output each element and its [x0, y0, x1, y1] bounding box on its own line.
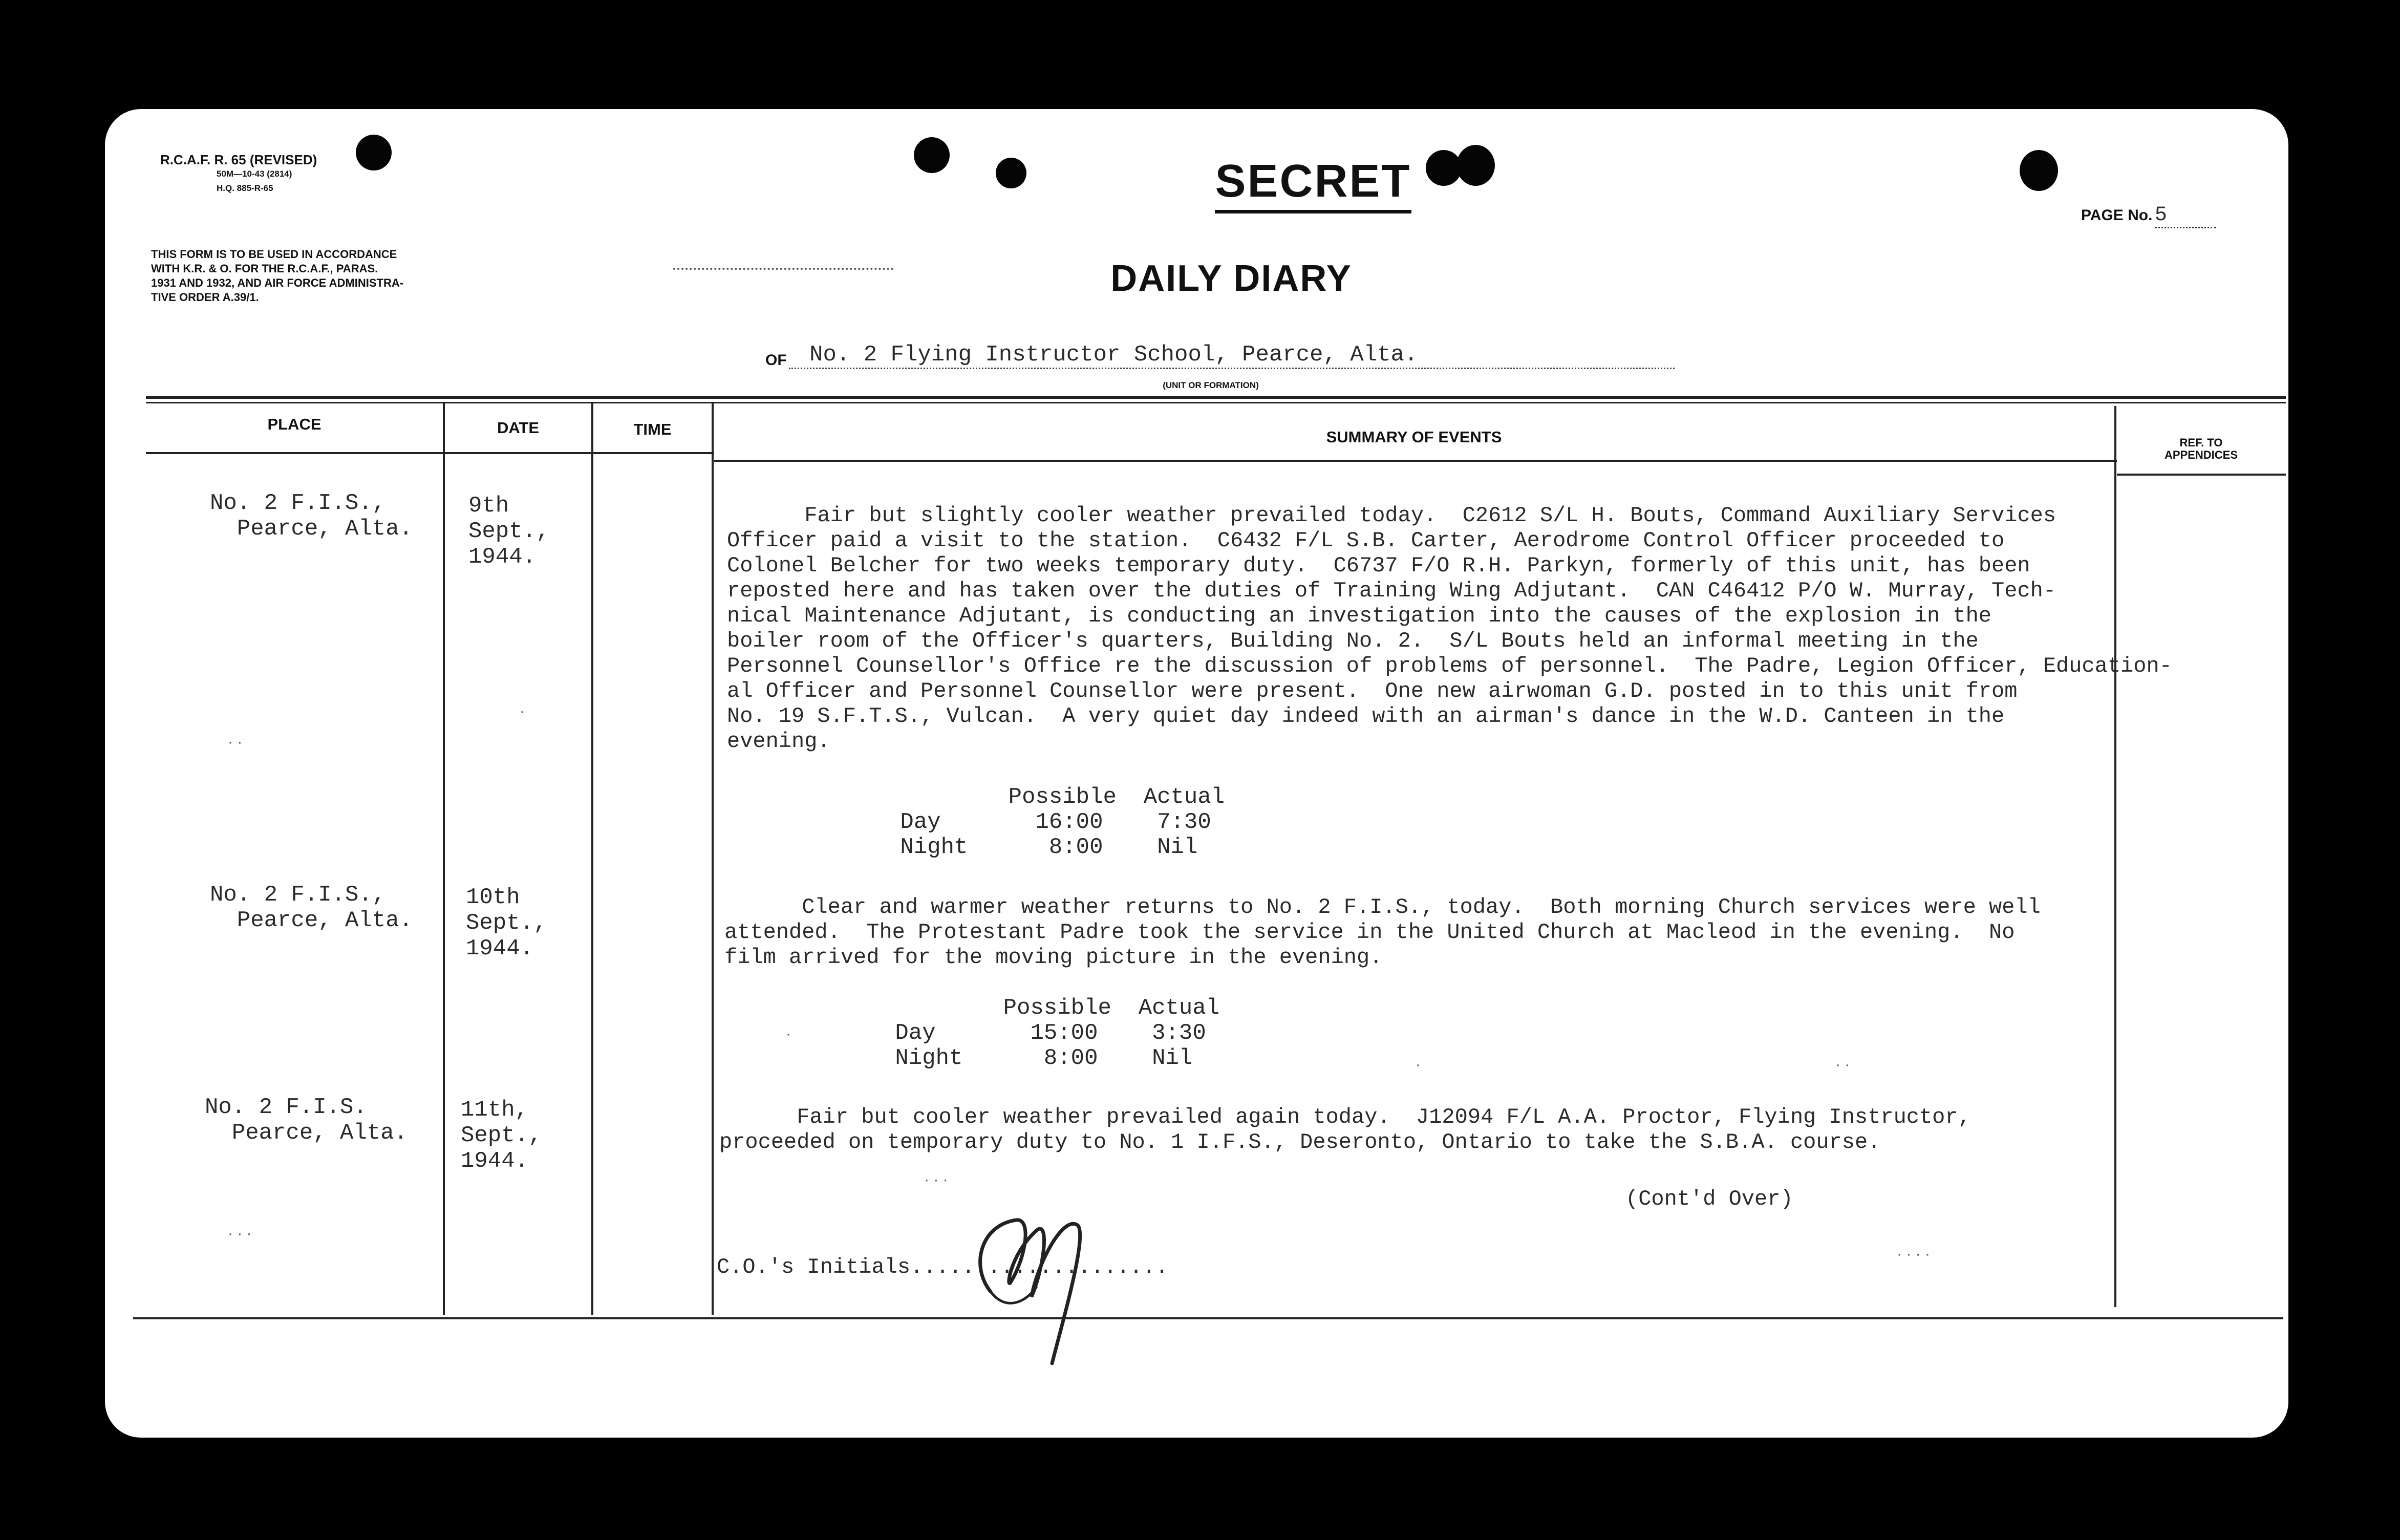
- classification-label: SECRET: [1215, 156, 1411, 213]
- column-divider: [591, 403, 593, 1315]
- unit-field: [765, 342, 1779, 369]
- form-code: [160, 153, 317, 196]
- unit-name: No. 2 Flying Instructor School, Pearce, Alta.: [789, 342, 1675, 369]
- of-label: OF: [765, 352, 787, 369]
- punch-hole: [914, 137, 950, 173]
- paper-speck: · · · ·: [1897, 1246, 1930, 1263]
- page-label: PAGE No.: [2081, 207, 2153, 224]
- punch-hole: [356, 135, 392, 170]
- entry-date: 11th, Sept., 1944.: [461, 1097, 542, 1174]
- column-divider: [443, 403, 445, 1315]
- entry-flying-hours: Possible Actual Day 16:00 7:30 Night 8:00 Nil: [900, 784, 1225, 860]
- entry-date: 10th Sept., 1944.: [466, 885, 547, 961]
- header-bottom-rule: [146, 452, 714, 454]
- punch-hole: [1456, 145, 1495, 186]
- header-bottom-rule: [714, 460, 2117, 462]
- appendices-header-line: REF. TO: [2179, 436, 2223, 449]
- form-code-line: R.C.A.F. R. 65 (REVISED): [160, 152, 317, 167]
- column-header-place: PLACE: [267, 415, 322, 433]
- entry-summary: Fair but slightly cooler weather prevailed today. C2612 S/L H. Bouts, Command Auxiliary Services Officer paid a visit to the station. C6432 F/L S.B. Carter, Aerodrome Control Officer proceeded to Colonel Belcher for two weeks temporary duty. C6737 F/O R.H. Parkyn, formerly of this unit, has been reposted here and has taken over the duties of Training Wing Adjutant. CAN C46412 P/O W. Murray, Tech- nical Maintenance Adjutant, is conducting an investigation into the causes of the explosion in the boiler room of the Officer's quarters, Building No. 2. S/L Bouts held an informal meeting in the Personnel Counsellor's Office re the discussion of problems of personnel. The Padre, Legion Officer, Education- al Officer and Personnel Counsellor were present. One new airwoman G.D. posted in to this unit from No. 19 S.F.T.S., Vulcan. A very quiet day indeed with an airman's dance in the W.D. Canteen in the evening.: [727, 503, 2172, 754]
- appendices-header-line: APPENDICES: [2164, 448, 2238, 461]
- paper-speck: · · ·: [924, 1171, 948, 1188]
- entry-place: No. 2 F.I.S., Pearce, Alta.: [210, 490, 413, 542]
- diary-form-card: [105, 109, 2288, 1438]
- dotted-rule: [673, 268, 893, 270]
- paper-speck: · ·: [1835, 1056, 1850, 1073]
- column-header-time: TIME: [633, 420, 672, 438]
- paper-speck: · ·: [228, 734, 243, 751]
- column-header-summary: SUMMARY OF EVENTS: [1326, 428, 1502, 446]
- form-instructions: [151, 247, 403, 305]
- entry-place: No. 2 F.I.S., Pearce, Alta.: [210, 882, 413, 933]
- table-bottom-rule: [133, 1317, 2283, 1319]
- table-top-rule: [146, 402, 2286, 403]
- paper-speck: · · ·: [228, 1225, 252, 1242]
- page-title: [924, 258, 1538, 300]
- entry-flying-hours: Possible Actual Day 15:00 3:30 Night 8:00 Nil: [895, 995, 1220, 1071]
- column-header-appendices: [2116, 437, 2286, 461]
- form-code-line: H.Q. 885-R-65: [217, 183, 273, 193]
- instruction-line: THIS FORM IS TO BE USED IN ACCORDANCE: [151, 248, 397, 261]
- classification-stamp: [1206, 155, 1421, 208]
- header-bottom-rule: [2117, 474, 2286, 476]
- paper-speck: ·: [520, 703, 525, 720]
- punch-hole: [2020, 150, 2058, 191]
- instruction-line: TIVE ORDER A.39/1.: [151, 291, 259, 304]
- entry-summary: Clear and warmer weather returns to No. 2 F.I.S., today. Both morning Church services were well attended. The Protestant Padre took the service in the United Church at Macleod in the evening. No film arrived for the moving picture in the evening.: [724, 895, 2041, 970]
- page-title-text: DAILY DIARY: [1110, 258, 1352, 299]
- instruction-line: WITH K.R. & O. FOR THE R.C.A.F., PARAS.: [151, 262, 378, 275]
- column-divider: [712, 403, 714, 1315]
- continued-note: (Cont'd Over): [1625, 1187, 1793, 1211]
- unit-caption: (UNIT OR FORMATION): [1163, 380, 1259, 390]
- punch-hole: [996, 158, 1026, 188]
- form-code-line: 50M—10-43 (2814): [217, 169, 292, 179]
- paper-speck: ·: [786, 1025, 791, 1042]
- entry-summary: Fair but cooler weather prevailed again today. J12094 F/L A.A. Proctor, Flying Instructor, proceeded on temporary duty to No. 1 I.F.S., Deseronto, Ontario to take the S.B.A. course.: [719, 1105, 1971, 1154]
- co-signature: [960, 1194, 1129, 1379]
- column-header-date: DATE: [497, 419, 540, 437]
- co-initials-field: C.O.'s Initials....................: [717, 1255, 1169, 1279]
- scanner-edge: [0, 1500, 2400, 1540]
- paper-speck: ·: [1416, 1056, 1421, 1073]
- table-top-rule: [146, 396, 2286, 399]
- entry-date: 9th Sept., 1944.: [468, 493, 550, 570]
- entry-place: No. 2 F.I.S. Pearce, Alta.: [205, 1095, 408, 1146]
- instruction-line: 1931 AND 1932, AND AIR FORCE ADMINISTRA-: [151, 276, 404, 289]
- page-number-field: [2081, 204, 2276, 228]
- page-number: 5: [2155, 204, 2216, 228]
